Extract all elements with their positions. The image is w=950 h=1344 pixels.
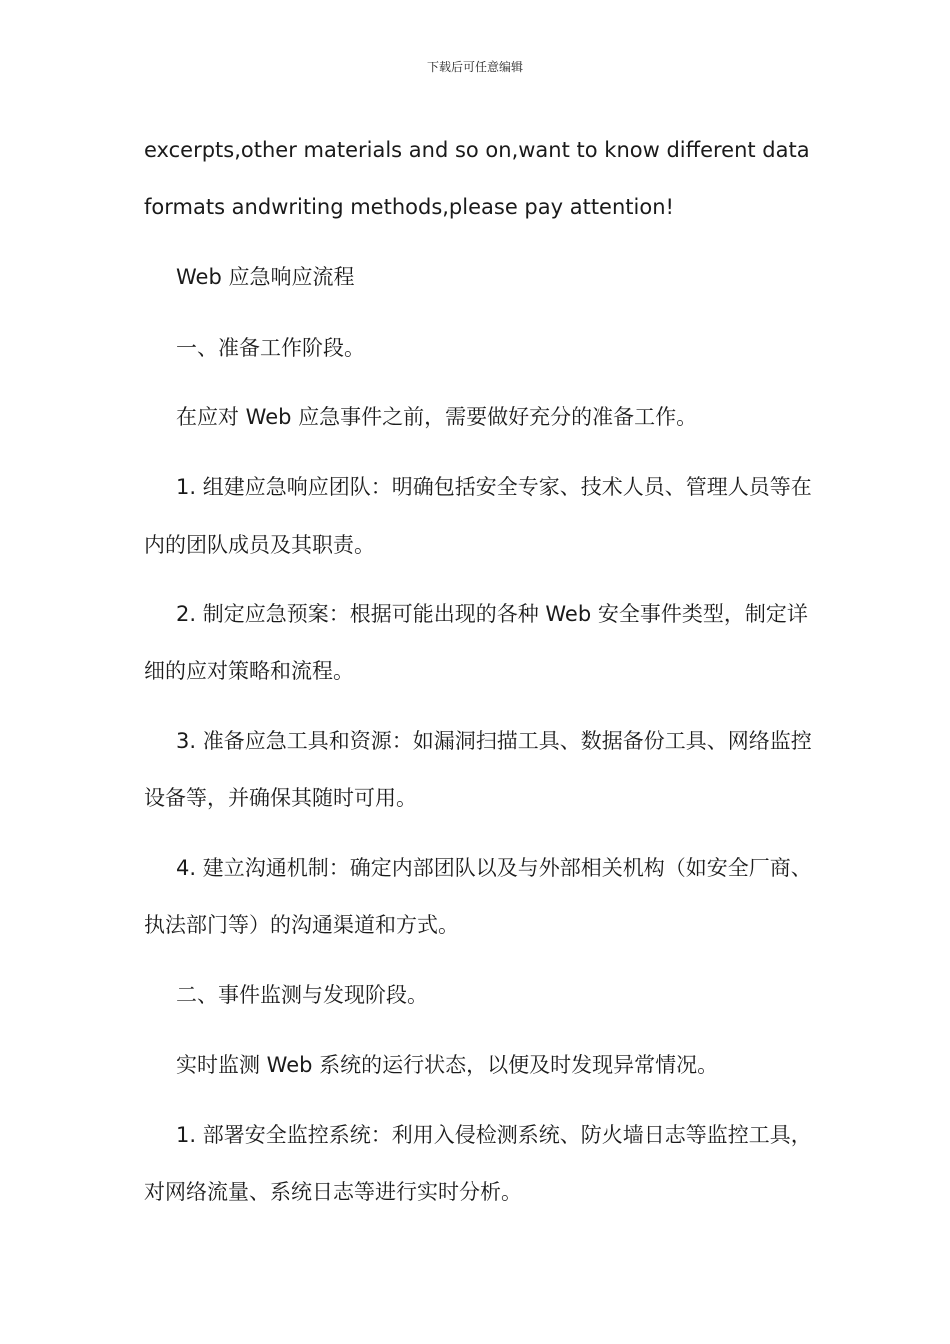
doc-title: Web 应急响应流程 [176,265,355,289]
monitoring-item-1-line-1: 1. 部署安全监控系统：利用入侵检测系统、防火墙日志等监控工具， [176,1123,812,1147]
page-header: 下载后可任意编辑 [426,60,523,74]
paragraph-monitoring-intro: 实时监测 Web 系统的运行状态，以便及时发现异常情况。 [176,1053,719,1077]
list-item-2-line-1: 2. 制定应急预案：根据可能出现的各种 Web 安全事件类型，制定详 [176,602,808,626]
body-line-1: excerpts,other materials and so on,want to know different data [144,138,810,162]
paragraph-preparation-intro: 在应对 Web 应急事件之前，需要做好充分的准备工作。 [176,405,698,429]
list-item-3-line-2: 设备等，并确保其随时可用。 [144,786,417,810]
list-item-3-line-1: 3. 准备应急工具和资源：如漏洞扫描工具、数据备份工具、网络监控 [176,729,812,753]
list-item-4-line-2: 执法部门等）的沟通渠道和方式。 [144,913,459,937]
monitoring-item-1-line-2: 对网络流量、系统日志等进行实时分析。 [144,1180,522,1204]
body-line-2: formats andwriting methods,please pay attention! [144,195,674,219]
section-heading-monitoring: 二、事件监测与发现阶段。 [176,983,428,1007]
list-item-1-line-2: 内的团队成员及其职责。 [144,533,375,557]
section-heading-preparation: 一、准备工作阶段。 [176,336,365,360]
list-item-4-line-1: 4. 建立沟通机制：确定内部团队以及与外部相关机构（如安全厂商、 [176,856,812,880]
list-item-2-line-2: 细的应对策略和流程。 [144,659,354,683]
list-item-1-line-1: 1. 组建应急响应团队：明确包括安全专家、技术人员、管理人员等在 [176,475,812,499]
